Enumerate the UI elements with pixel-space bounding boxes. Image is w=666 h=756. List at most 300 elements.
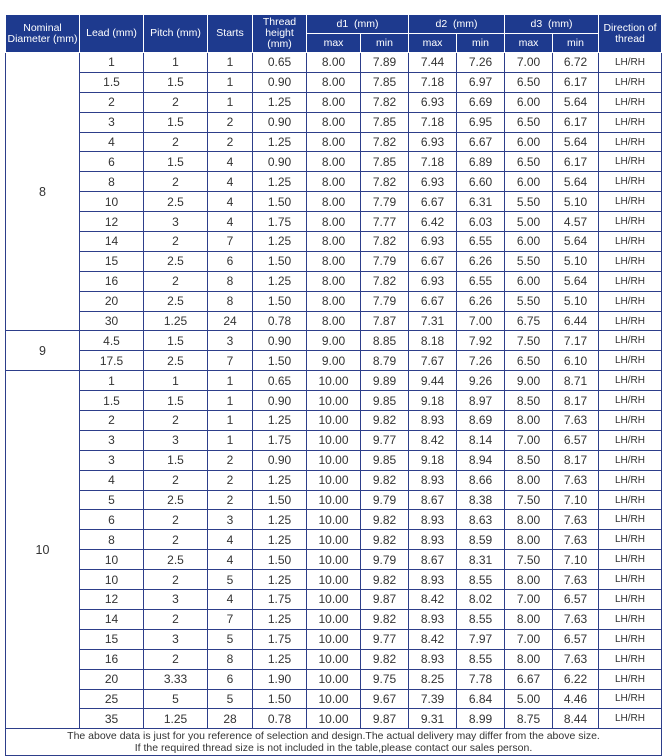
d3-max-cell: 5.00 [505,689,553,709]
d3-max-cell: 7.50 [505,331,553,351]
starts-cell: 2 [208,112,253,132]
table-row [6,470,662,490]
d3-min-cell: 6.72 [553,53,599,73]
pitch-cell: 1.5 [144,72,208,92]
d3-min-cell: 8.44 [553,709,599,729]
pitch-cell: 2 [144,649,208,669]
lead-cell: 12 [80,590,144,610]
d3-min-cell: 7.63 [553,530,599,550]
starts-cell: 4 [208,172,253,192]
d2-min-cell: 7.78 [457,669,505,689]
lead-cell: 17.5 [80,351,144,371]
thread-height-cell: 1.75 [253,590,307,610]
d1-min-cell: 9.82 [361,570,409,590]
d1-max-cell: 10.00 [307,371,361,391]
nominal-diameter-cell: 10 [6,371,80,729]
d1-max-cell: 10.00 [307,590,361,610]
d3-min-cell: 6.44 [553,311,599,331]
d1-max-cell: 8.00 [307,251,361,271]
pitch-cell: 2 [144,92,208,112]
starts-cell: 6 [208,669,253,689]
thread-height-cell: 1.50 [253,351,307,371]
thread-height-cell: 1.25 [253,609,307,629]
table-row [6,331,662,351]
header-d1-max: max [307,34,361,53]
thread-height-cell: 1.25 [253,232,307,252]
lead-cell: 3 [80,430,144,450]
d1-min-cell: 9.82 [361,649,409,669]
d2-min-cell: 8.63 [457,510,505,530]
table-row [6,192,662,212]
pitch-cell: 2.5 [144,550,208,570]
starts-cell: 4 [208,590,253,610]
thread-height-cell: 1.50 [253,291,307,311]
d3-max-cell: 6.00 [505,92,553,112]
d2-max-cell: 7.31 [409,311,457,331]
d2-max-cell: 8.25 [409,669,457,689]
pitch-cell: 2 [144,411,208,431]
d1-max-cell: 10.00 [307,490,361,510]
d2-min-cell: 6.95 [457,112,505,132]
table-row [6,649,662,669]
d3-min-cell: 5.64 [553,132,599,152]
d3-min-cell: 4.57 [553,212,599,232]
d1-min-cell: 7.79 [361,192,409,212]
thread-height-cell: 0.90 [253,331,307,351]
table-row [6,212,662,232]
d3-min-cell: 4.46 [553,689,599,709]
thread-height-cell: 0.90 [253,112,307,132]
d1-min-cell: 7.82 [361,92,409,112]
pitch-cell: 1 [144,371,208,391]
d2-max-cell: 8.67 [409,490,457,510]
thread-height-cell: 1.50 [253,550,307,570]
header-d1-min: min [361,34,409,53]
table-row [6,72,662,92]
d3-min-cell: 7.10 [553,490,599,510]
d1-min-cell: 9.82 [361,470,409,490]
direction-cell: LH/RH [599,132,662,152]
d3-min-cell: 7.63 [553,649,599,669]
d2-min-cell: 6.31 [457,192,505,212]
d3-min-cell: 5.10 [553,251,599,271]
d3-min-cell: 5.64 [553,92,599,112]
d3-max-cell: 8.00 [505,649,553,669]
pitch-cell: 2.5 [144,291,208,311]
d1-max-cell: 8.00 [307,72,361,92]
starts-cell: 3 [208,510,253,530]
thread-height-cell: 0.65 [253,371,307,391]
starts-cell: 3 [208,331,253,351]
starts-cell: 1 [208,72,253,92]
direction-cell: LH/RH [599,649,662,669]
d2-max-cell: 6.67 [409,192,457,212]
lead-cell: 30 [80,311,144,331]
d1-max-cell: 10.00 [307,450,361,470]
starts-cell: 5 [208,689,253,709]
header-lead: Lead (mm) [80,15,144,53]
starts-cell: 1 [208,371,253,391]
starts-cell: 7 [208,232,253,252]
d3-min-cell: 6.57 [553,590,599,610]
d1-max-cell: 8.00 [307,271,361,291]
d1-max-cell: 10.00 [307,510,361,530]
thread-height-cell: 0.90 [253,391,307,411]
d2-max-cell: 6.42 [409,212,457,232]
d2-max-cell: 6.93 [409,172,457,192]
d2-max-cell: 8.93 [409,570,457,590]
lead-cell: 3 [80,450,144,470]
footer-note-line-2: If the required thread size is not included in the table,please contact our sales person. [134,742,533,755]
direction-cell: LH/RH [599,152,662,172]
d3-min-cell: 6.17 [553,152,599,172]
direction-cell: LH/RH [599,92,662,112]
pitch-cell: 3 [144,590,208,610]
d2-min-cell: 8.55 [457,649,505,669]
thread-height-cell: 1.25 [253,132,307,152]
pitch-cell: 1.25 [144,709,208,729]
lead-cell: 10 [80,550,144,570]
table-row [6,232,662,252]
direction-cell: LH/RH [599,112,662,132]
starts-cell: 4 [208,550,253,570]
d1-max-cell: 10.00 [307,470,361,490]
header-nominal-diameter: Nominal Diameter (mm) [6,15,80,53]
thread-height-cell: 1.50 [253,689,307,709]
d2-min-cell: 8.97 [457,391,505,411]
d2-max-cell: 8.93 [409,649,457,669]
d2-min-cell: 6.97 [457,72,505,92]
table-row [6,689,662,709]
d1-max-cell: 9.00 [307,351,361,371]
d3-min-cell: 8.17 [553,391,599,411]
thread-height-cell: 1.25 [253,411,307,431]
d3-max-cell: 5.50 [505,291,553,311]
d1-max-cell: 8.00 [307,53,361,73]
table-row [6,490,662,510]
direction-cell: LH/RH [599,351,662,371]
table-body [6,53,662,729]
thread-height-cell: 1.75 [253,629,307,649]
thread-height-cell: 0.90 [253,72,307,92]
d2-min-cell: 8.31 [457,550,505,570]
d3-max-cell: 6.50 [505,112,553,132]
d1-max-cell: 8.00 [307,132,361,152]
d2-min-cell: 7.97 [457,629,505,649]
d1-max-cell: 10.00 [307,550,361,570]
d2-max-cell: 9.44 [409,371,457,391]
pitch-cell: 1 [144,53,208,73]
starts-cell: 7 [208,351,253,371]
lead-cell: 8 [80,530,144,550]
d3-max-cell: 5.50 [505,192,553,212]
d1-min-cell: 9.79 [361,550,409,570]
direction-cell: LH/RH [599,570,662,590]
d3-max-cell: 6.50 [505,72,553,92]
d1-max-cell: 10.00 [307,570,361,590]
d3-max-cell: 8.75 [505,709,553,729]
direction-cell: LH/RH [599,490,662,510]
d1-max-cell: 8.00 [307,152,361,172]
thread-height-cell: 1.25 [253,510,307,530]
d3-min-cell: 6.57 [553,629,599,649]
d3-max-cell: 7.00 [505,53,553,73]
d2-max-cell: 6.67 [409,291,457,311]
d2-min-cell: 8.55 [457,609,505,629]
d2-min-cell: 9.26 [457,371,505,391]
thread-height-cell: 1.50 [253,490,307,510]
d1-max-cell: 8.00 [307,311,361,331]
d2-max-cell: 8.42 [409,590,457,610]
d1-max-cell: 8.00 [307,92,361,112]
lead-cell: 4 [80,132,144,152]
pitch-cell: 1.25 [144,311,208,331]
table-row [6,132,662,152]
starts-cell: 1 [208,391,253,411]
d3-max-cell: 6.00 [505,232,553,252]
d3-min-cell: 7.10 [553,550,599,570]
thread-height-cell: 1.50 [253,192,307,212]
d2-min-cell: 6.84 [457,689,505,709]
d1-min-cell: 9.87 [361,709,409,729]
header-pitch: Pitch (mm) [144,15,208,53]
direction-cell: LH/RH [599,311,662,331]
d1-max-cell: 10.00 [307,391,361,411]
d3-min-cell: 5.10 [553,291,599,311]
d3-max-cell: 6.00 [505,271,553,291]
d1-min-cell: 9.79 [361,490,409,510]
d2-max-cell: 6.93 [409,132,457,152]
table-row [6,411,662,431]
d2-max-cell: 8.93 [409,470,457,490]
d3-max-cell: 8.00 [505,470,553,490]
table-row [6,152,662,172]
thread-height-cell: 1.25 [253,649,307,669]
thread-height-cell: 0.65 [253,53,307,73]
d2-max-cell: 9.18 [409,450,457,470]
d2-min-cell: 6.60 [457,172,505,192]
d1-min-cell: 7.85 [361,112,409,132]
d2-min-cell: 6.55 [457,271,505,291]
lead-cell: 1.5 [80,391,144,411]
starts-cell: 4 [208,530,253,550]
d1-max-cell: 10.00 [307,669,361,689]
d3-max-cell: 8.50 [505,391,553,411]
direction-cell: LH/RH [599,510,662,530]
table-row [6,391,662,411]
thread-height-cell: 1.25 [253,470,307,490]
pitch-cell: 2.5 [144,251,208,271]
d1-max-cell: 9.00 [307,331,361,351]
direction-cell: LH/RH [599,172,662,192]
pitch-cell: 2 [144,609,208,629]
starts-cell: 1 [208,411,253,431]
d1-max-cell: 8.00 [307,112,361,132]
starts-cell: 2 [208,490,253,510]
pitch-cell: 2.5 [144,351,208,371]
pitch-cell: 1.5 [144,391,208,411]
d2-max-cell: 6.67 [409,251,457,271]
starts-cell: 2 [208,450,253,470]
pitch-cell: 3 [144,430,208,450]
d1-max-cell: 10.00 [307,709,361,729]
d3-min-cell: 7.63 [553,510,599,530]
lead-cell: 6 [80,510,144,530]
lead-cell: 14 [80,232,144,252]
d1-min-cell: 7.82 [361,271,409,291]
lead-cell: 10 [80,570,144,590]
direction-cell: LH/RH [599,669,662,689]
table-row [6,629,662,649]
lead-cell: 12 [80,212,144,232]
thread-height-cell: 0.78 [253,311,307,331]
d3-max-cell: 6.50 [505,351,553,371]
d2-min-cell: 6.26 [457,251,505,271]
nominal-diameter-cell: 9 [6,331,80,371]
d3-min-cell: 8.71 [553,371,599,391]
thread-height-cell: 1.50 [253,251,307,271]
d3-max-cell: 8.00 [505,530,553,550]
pitch-cell: 3 [144,629,208,649]
pitch-cell: 1.5 [144,450,208,470]
starts-cell: 24 [208,311,253,331]
table-row [6,550,662,570]
d1-min-cell: 7.85 [361,152,409,172]
d3-max-cell: 8.00 [505,570,553,590]
d1-min-cell: 7.79 [361,251,409,271]
d1-min-cell: 9.82 [361,510,409,530]
d1-max-cell: 10.00 [307,430,361,450]
table-row [6,530,662,550]
direction-cell: LH/RH [599,291,662,311]
direction-cell: LH/RH [599,430,662,450]
d2-min-cell: 6.26 [457,291,505,311]
d1-max-cell: 8.00 [307,192,361,212]
d3-min-cell: 6.17 [553,72,599,92]
d2-max-cell: 8.42 [409,629,457,649]
direction-cell: LH/RH [599,391,662,411]
lead-cell: 4 [80,470,144,490]
table-row [6,271,662,291]
d1-min-cell: 7.82 [361,232,409,252]
d2-max-cell: 7.18 [409,72,457,92]
direction-cell: LH/RH [599,271,662,291]
starts-cell: 1 [208,53,253,73]
d2-min-cell: 8.99 [457,709,505,729]
d1-min-cell: 7.89 [361,53,409,73]
starts-cell: 28 [208,709,253,729]
d2-min-cell: 8.14 [457,430,505,450]
lead-cell: 10 [80,192,144,212]
d1-max-cell: 8.00 [307,172,361,192]
d1-min-cell: 7.82 [361,132,409,152]
d3-min-cell: 8.17 [553,450,599,470]
d1-min-cell: 9.85 [361,391,409,411]
thread-height-cell: 1.25 [253,92,307,112]
direction-cell: LH/RH [599,411,662,431]
pitch-cell: 3 [144,212,208,232]
table-row [6,430,662,450]
d2-min-cell: 8.94 [457,450,505,470]
d1-min-cell: 9.67 [361,689,409,709]
header-d2-min: min [457,34,505,53]
starts-cell: 8 [208,271,253,291]
table-row [6,351,662,371]
direction-cell: LH/RH [599,72,662,92]
d3-min-cell: 6.17 [553,112,599,132]
lead-cell: 20 [80,291,144,311]
d2-min-cell: 8.59 [457,530,505,550]
lead-cell: 14 [80,609,144,629]
d2-max-cell: 7.44 [409,53,457,73]
pitch-cell: 2 [144,470,208,490]
pitch-cell: 3.33 [144,669,208,689]
pitch-cell: 5 [144,689,208,709]
d2-max-cell: 7.18 [409,152,457,172]
lead-cell: 25 [80,689,144,709]
d1-min-cell: 7.79 [361,291,409,311]
d3-max-cell: 7.00 [505,430,553,450]
pitch-cell: 2 [144,271,208,291]
d1-max-cell: 10.00 [307,649,361,669]
d2-max-cell: 8.18 [409,331,457,351]
lead-cell: 1 [80,53,144,73]
d3-max-cell: 6.00 [505,132,553,152]
starts-cell: 5 [208,570,253,590]
d1-min-cell: 7.82 [361,172,409,192]
d1-min-cell: 9.87 [361,590,409,610]
d2-max-cell: 8.67 [409,550,457,570]
d2-min-cell: 6.89 [457,152,505,172]
direction-cell: LH/RH [599,232,662,252]
pitch-cell: 2.5 [144,490,208,510]
d2-max-cell: 8.93 [409,609,457,629]
d3-max-cell: 9.00 [505,371,553,391]
starts-cell: 6 [208,251,253,271]
table-row [6,371,662,391]
lead-cell: 35 [80,709,144,729]
pitch-cell: 2 [144,232,208,252]
d2-min-cell: 6.03 [457,212,505,232]
d2-min-cell: 6.55 [457,232,505,252]
d3-max-cell: 7.50 [505,550,553,570]
d2-min-cell: 6.67 [457,132,505,152]
starts-cell: 7 [208,609,253,629]
d2-min-cell: 8.02 [457,590,505,610]
direction-cell: LH/RH [599,450,662,470]
direction-cell: LH/RH [599,689,662,709]
d1-min-cell: 8.85 [361,331,409,351]
thread-height-cell: 1.90 [253,669,307,689]
d2-min-cell: 8.66 [457,470,505,490]
table-row [6,609,662,629]
direction-cell: LH/RH [599,590,662,610]
d3-min-cell: 7.63 [553,470,599,490]
direction-cell: LH/RH [599,550,662,570]
thread-height-cell: 1.25 [253,530,307,550]
pitch-cell: 1.5 [144,152,208,172]
d2-min-cell: 8.69 [457,411,505,431]
header-thread-height: Thread height (mm) [253,15,307,53]
header-d3: d3 (mm) [505,15,599,34]
d3-min-cell: 5.64 [553,172,599,192]
header-d3-max: max [505,34,553,53]
d3-min-cell: 5.64 [553,232,599,252]
d3-max-cell: 8.00 [505,609,553,629]
lead-cell: 3 [80,112,144,132]
thread-height-cell: 0.78 [253,709,307,729]
d3-max-cell: 6.00 [505,172,553,192]
